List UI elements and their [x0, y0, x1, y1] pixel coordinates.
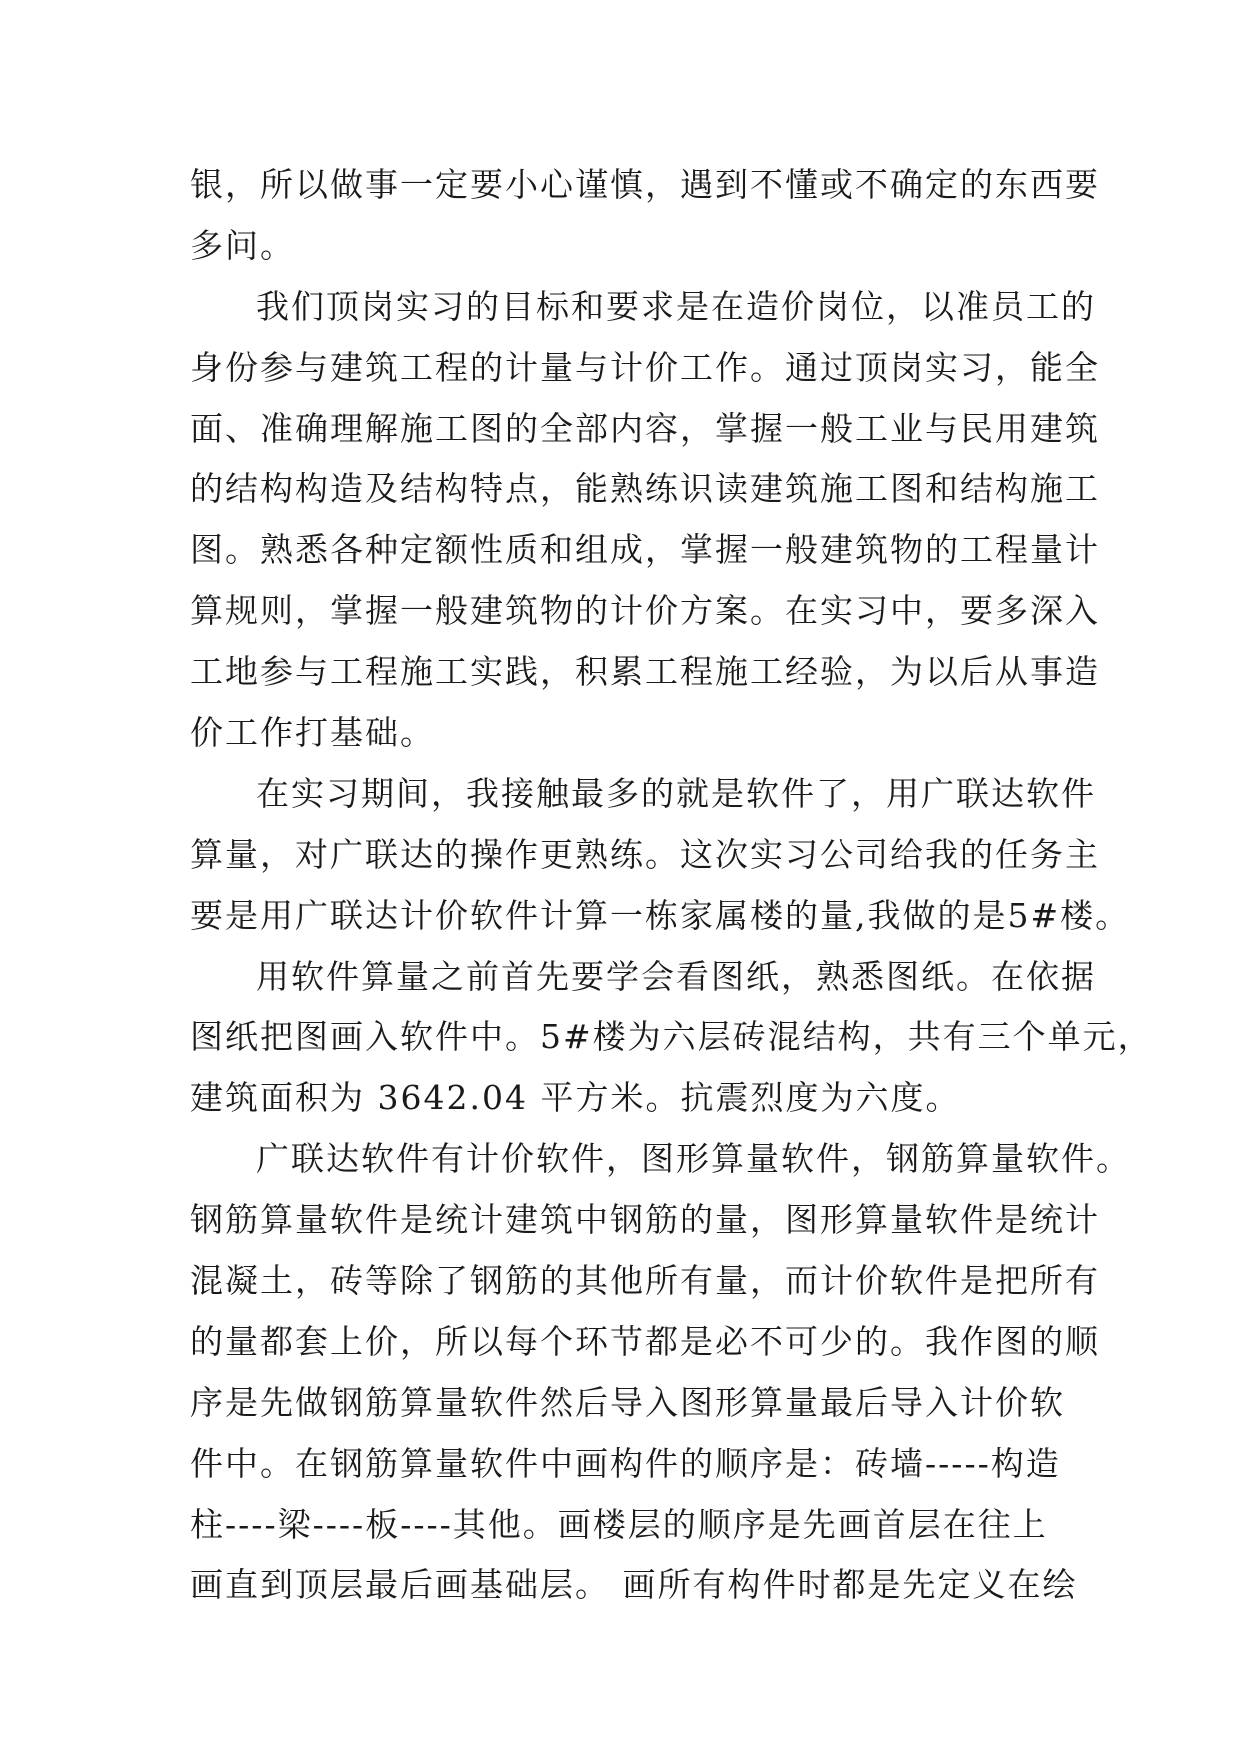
paragraph-first-line: 我们顶岗实习的目标和要求是在造价岗位，以准员工的 — [256, 286, 1096, 326]
text-line: 序是先做钢筋算量软件然后导入图形算量最后导入计价软 — [190, 1382, 1065, 1422]
paragraph-first-line: 在实习期间，我接触最多的就是软件了，用广联达软件 — [256, 773, 1096, 813]
text-line: 图。熟悉各种定额性质和组成，掌握一般建筑物的工程量计 — [190, 530, 1100, 570]
text-line: 柱----梁----板----其他。画楼层的顺序是先画首层在往上 — [190, 1504, 1048, 1544]
body-text — [190, 155, 1153, 1616]
text-line: 的结构构造及结构特点，能熟练识读建筑施工图和结构施工 — [190, 469, 1100, 509]
paragraph-first-line: 用软件算量之前首先要学会看图纸，熟悉图纸。在依据 — [256, 956, 1096, 996]
text-line: 画直到顶层最后画基础层。 画所有构件时都是先定义在绘 — [190, 1565, 1078, 1605]
text-line: 银，所以做事一定要小心谨慎，遇到不懂或不确定的东西要 — [190, 165, 1100, 204]
text-line: 算量，对广联达的操作更熟练。这次实习公司给我的任务主 — [190, 834, 1100, 874]
text-line: 图纸把图画入软件中。5#楼为六层砖混结构，共有三个单元， — [190, 1017, 1153, 1057]
text-line: 身份参与建筑工程的计量与计价工作。通过顶岗实习，能全 — [190, 347, 1100, 387]
text-line: 混凝土，砖等除了钢筋的其他所有量，而计价软件是把所有 — [190, 1261, 1100, 1301]
text-line: 要是用广联达计价软件计算一栋家属楼的量,我做的是5#楼。 — [190, 895, 1131, 935]
text-line: 算规则，掌握一般建筑物的计价方案。在实习中，要多深入 — [190, 591, 1100, 631]
text-line: 多问。 — [190, 225, 295, 265]
text-line: 的量都套上价，所以每个环节都是必不可少的。我作图的顺 — [190, 1321, 1100, 1361]
text-line: 件中。在钢筋算量软件中画构件的顺序是：砖墙-----构造 — [190, 1443, 1061, 1483]
text-line: 钢筋算量软件是统计建筑中钢筋的量，图形算量软件是统计 — [190, 1200, 1100, 1240]
paragraph-first-line: 广联达软件有计价软件，图形算量软件，钢筋算量软件。 — [256, 1139, 1131, 1179]
text-line: 工地参与工程施工实践，积累工程施工经验，为以后从事造 — [190, 652, 1100, 692]
text-line: 价工作打基础。 — [190, 713, 435, 753]
text-line: 建筑面积为 3642.04 平方米。抗震烈度为六度。 — [190, 1078, 961, 1118]
text-line: 面、准确理解施工图的全部内容，掌握一般工业与民用建筑 — [190, 408, 1100, 448]
